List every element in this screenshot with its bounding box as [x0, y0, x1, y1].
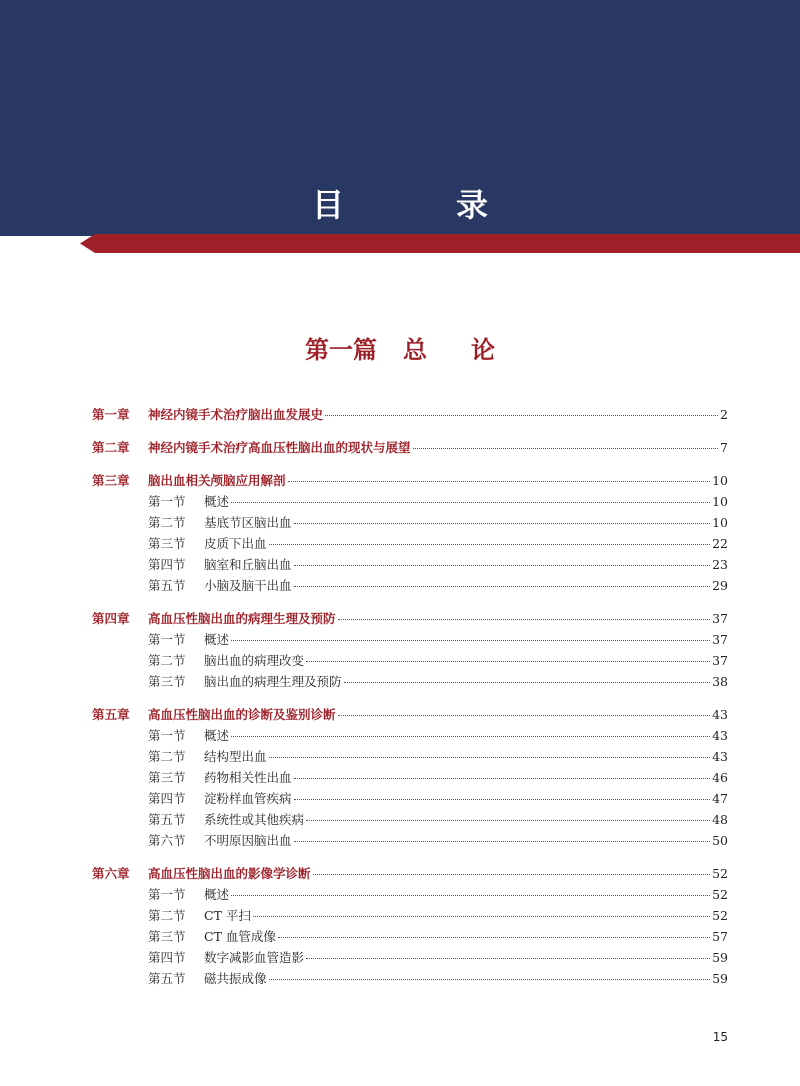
- chapter-label: 第三章: [92, 473, 130, 488]
- section-label: 第三节: [148, 770, 186, 785]
- section-page: 52: [712, 887, 728, 902]
- chapter-title: 神经内镜手术治疗脑出血发展史: [148, 407, 324, 422]
- section-title: 脑出血的病理生理及预防: [204, 674, 342, 689]
- chapter-title: 神经内镜手术治疗高血压性脑出血的现状与展望: [148, 440, 411, 455]
- section-title: 皮质下出血: [204, 536, 267, 551]
- dot-leader: [253, 915, 710, 917]
- toc-chapter-row[interactable]: [92, 863, 728, 884]
- toc-section-row[interactable]: [92, 926, 728, 947]
- section-page: 48: [712, 812, 728, 827]
- toc-section-row[interactable]: [92, 575, 728, 596]
- section-label: 第一节: [148, 728, 186, 743]
- dot-leader: [231, 894, 710, 896]
- dot-leader: [278, 936, 710, 938]
- chapter-title: 高血压性脑出血的诊断及鉴别诊断: [148, 707, 336, 722]
- header-banner: [0, 0, 800, 236]
- section-title: 概述: [204, 728, 230, 743]
- dot-leader: [306, 819, 710, 821]
- toc-section-row[interactable]: [92, 650, 728, 671]
- section-label: 第三节: [148, 929, 186, 944]
- toc-section-row[interactable]: [92, 884, 728, 905]
- section-label: 第六节: [148, 833, 186, 848]
- part-title-char-2: 论: [471, 336, 495, 364]
- chapter-page: 52: [712, 866, 728, 881]
- dot-leader: [288, 480, 711, 482]
- section-page: 37: [712, 632, 728, 647]
- section-page: 59: [712, 971, 728, 986]
- section-page: 23: [712, 557, 728, 572]
- section-label: 第二节: [148, 749, 186, 764]
- toc-section-row[interactable]: [92, 512, 728, 533]
- section-title: 脑室和丘脑出血: [204, 557, 292, 572]
- section-label: 第一节: [148, 632, 186, 647]
- chapter-page: 10: [712, 473, 728, 488]
- section-page: 50: [712, 833, 728, 848]
- section-title: 药物相关性出血: [204, 770, 292, 785]
- page-number: 15: [712, 1030, 728, 1044]
- chapter-block: [92, 608, 728, 692]
- dot-leader: [294, 777, 711, 779]
- dot-leader: [313, 873, 711, 875]
- section-page: 29: [712, 578, 728, 593]
- dot-leader: [294, 840, 711, 842]
- chapter-title: 脑出血相关颅脑应用解剖: [148, 473, 286, 488]
- dot-leader: [338, 618, 711, 620]
- toc-section-row[interactable]: [92, 947, 728, 968]
- toc-section-row[interactable]: [92, 968, 728, 989]
- toc-chapter-row[interactable]: [92, 437, 728, 458]
- chapter-block: [92, 437, 728, 458]
- table-of-contents: [92, 404, 728, 1001]
- section-title: 结构型出血: [204, 749, 267, 764]
- section-page: 52: [712, 908, 728, 923]
- part-label: 第一篇: [305, 336, 377, 364]
- dot-leader: [269, 543, 711, 545]
- section-title: 小脑及脑干出血: [204, 578, 292, 593]
- section-page: 43: [712, 749, 728, 764]
- section-title: CT 平扫: [204, 908, 251, 923]
- dot-leader: [294, 798, 711, 800]
- chapter-label: 第二章: [92, 440, 130, 455]
- dot-leader: [269, 978, 711, 980]
- chapter-page: 37: [712, 611, 728, 626]
- toc-section-row[interactable]: [92, 905, 728, 926]
- dot-leader: [269, 756, 711, 758]
- section-label: 第一节: [148, 494, 186, 509]
- toc-section-row[interactable]: [92, 830, 728, 851]
- chapter-page: 2: [720, 407, 728, 422]
- section-label: 第一节: [148, 887, 186, 902]
- dot-leader: [306, 957, 710, 959]
- dot-leader: [325, 414, 718, 416]
- section-title: 概述: [204, 887, 230, 902]
- section-title: 数字减影血管造影: [204, 950, 305, 965]
- section-label: 第二节: [148, 653, 186, 668]
- chapter-page: 7: [720, 440, 728, 455]
- toc-chapter-row[interactable]: [92, 470, 728, 491]
- part-heading: [0, 330, 800, 365]
- section-label: 第二节: [148, 908, 186, 923]
- chapter-label: 第五章: [92, 707, 130, 722]
- chapter-block: [92, 404, 728, 425]
- toc-section-row[interactable]: [92, 767, 728, 788]
- toc-section-row[interactable]: [92, 809, 728, 830]
- dot-leader: [294, 585, 711, 587]
- section-title: 系统性或其他疾病: [204, 812, 305, 827]
- dot-leader: [231, 735, 710, 737]
- section-page: 10: [712, 515, 728, 530]
- toc-section-row[interactable]: [92, 533, 728, 554]
- section-label: 第二节: [148, 515, 186, 530]
- section-label: 第三节: [148, 674, 186, 689]
- chapter-page: 43: [712, 707, 728, 722]
- section-label: 第四节: [148, 557, 186, 572]
- dot-leader: [413, 447, 719, 449]
- toc-section-row[interactable]: [92, 671, 728, 692]
- toc-section-row[interactable]: [92, 629, 728, 650]
- section-label: 第四节: [148, 791, 186, 806]
- toc-section-row[interactable]: [92, 788, 728, 809]
- dot-leader: [231, 639, 710, 641]
- chapter-label: 第六章: [92, 866, 130, 881]
- chapter-title: 高血压性脑出血的病理生理及预防: [148, 611, 336, 626]
- section-label: 第四节: [148, 950, 186, 965]
- red-accent-band: [0, 234, 800, 254]
- section-title: CT 血管成像: [204, 929, 276, 944]
- section-page: 38: [712, 674, 728, 689]
- section-title: 淀粉样血管疾病: [204, 791, 292, 806]
- section-page: 57: [712, 929, 728, 944]
- section-page: 46: [712, 770, 728, 785]
- section-title: 基底节区脑出血: [204, 515, 292, 530]
- section-page: 47: [712, 791, 728, 806]
- chapter-label: 第四章: [92, 611, 130, 626]
- chapter-block: [92, 470, 728, 596]
- section-title: 概述: [204, 632, 230, 647]
- toc-section-row[interactable]: [92, 725, 728, 746]
- toc-section-row[interactable]: [92, 746, 728, 767]
- dot-leader: [338, 714, 711, 716]
- dot-leader: [231, 501, 710, 503]
- chapter-block: [92, 704, 728, 851]
- section-title: 不明原因脑出血: [204, 833, 292, 848]
- toc-section-row[interactable]: [92, 554, 728, 575]
- chapter-label: 第一章: [92, 407, 130, 422]
- section-label: 第五节: [148, 971, 186, 986]
- toc-chapter-row[interactable]: [92, 404, 728, 425]
- toc-section-row[interactable]: [92, 491, 728, 512]
- section-label: 第五节: [148, 812, 186, 827]
- section-title: 概述: [204, 494, 230, 509]
- section-page: 37: [712, 653, 728, 668]
- page-title: 目 录: [311, 186, 528, 224]
- section-title: 脑出血的病理改变: [204, 653, 305, 668]
- dot-leader: [294, 522, 711, 524]
- section-label: 第三节: [148, 536, 186, 551]
- section-page: 10: [712, 494, 728, 509]
- section-label: 第五节: [148, 578, 186, 593]
- toc-chapter-row[interactable]: [92, 608, 728, 629]
- part-title-char-1: 总: [403, 336, 427, 364]
- section-page: 43: [712, 728, 728, 743]
- chapter-block: [92, 863, 728, 989]
- section-title: 磁共振成像: [204, 971, 267, 986]
- dot-leader: [294, 564, 711, 566]
- toc-chapter-row[interactable]: [92, 704, 728, 725]
- section-page: 22: [712, 536, 728, 551]
- dot-leader: [306, 660, 710, 662]
- section-page: 59: [712, 950, 728, 965]
- chapter-title: 高血压性脑出血的影像学诊断: [148, 866, 311, 881]
- dot-leader: [344, 681, 711, 683]
